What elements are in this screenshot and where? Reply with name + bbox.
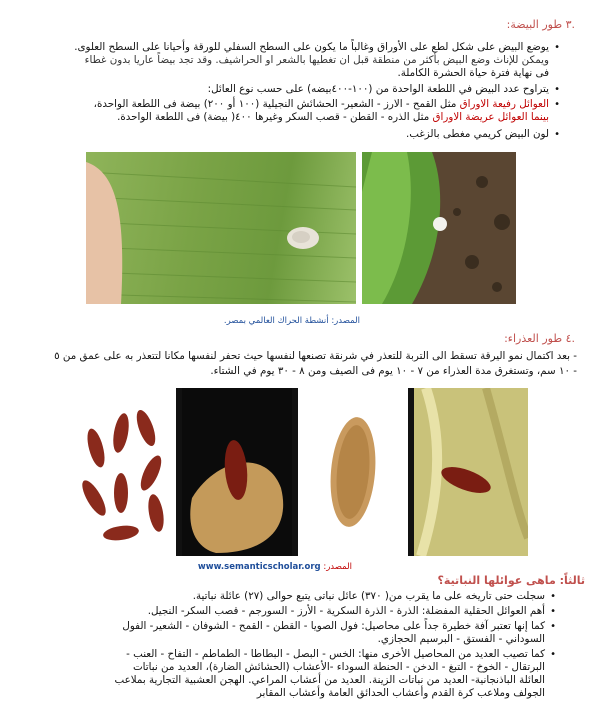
section-heading-egg (507, 18, 575, 32)
section-title: طور العذراء: (504, 332, 563, 345)
leaf-photo-illustration (86, 152, 356, 304)
field-photo-illustration (362, 152, 516, 304)
pupa-text-line-1: - بعد اكتمال نمو اليرقة تسقط الى التربة للتعذر في شرنقة تصنعها لنفسها حيث تحفر لنفسها مكانا لتتعذر به على عمق من ٥ (54, 350, 577, 362)
photo-source-1: المصدر: أنشطة الحراك العالمي بمصر. (223, 316, 360, 326)
thin-leaf-hosts-label: العوائل رفيعة الاوراق (459, 98, 549, 110)
hosts-bullet-2: • أهم العوائل الحقلية المفضلة: الذرة - الذرة السكرية - الأرز - السورجم - قصب السكر- النجيل. (148, 605, 545, 618)
hosts-bullet-4-line-1: • كما تصيب العديد من المحاصيل الأخرى منها: الخس - البصل - البطاطا - الطماطم - التفاح - العنب - (126, 648, 545, 661)
pupa-photos-illustration (66, 388, 528, 556)
section-number: .٤ (565, 332, 575, 345)
egg-mass-on-leaf-photo (86, 152, 356, 304)
egg-mass-field-photo (362, 152, 516, 304)
section-heading-hosts: ثالثاً: ماهى عوائلها النباتية؟ (437, 574, 585, 587)
pupa-text-line-2: - ١٠ سم، وتستغرق مدة العذراء من ٧ - ١٠ يوم فى الصيف ومن ٨ - ٣٠ يوم في الشتاء. (210, 365, 577, 377)
egg-bullet-1-line-2: ويمكن للإناث وضع البيض بأكثر من منطقة قبل ان تغطيها بالشعر او الحراشيف. وقد تجد بيضاً عاريا بدون غطاء (84, 54, 549, 66)
egg-bullet-4: • لون البيض كريمي مغطى بالزغب. (406, 128, 549, 141)
section-number: .٣ (565, 18, 575, 31)
hosts-bullet-3-line-1: • كما إنها تعتبر آفة خطيرة جداً على محاصيل: فول الصويا - القطن - القمح - الشوفان - الشعير- الفول (122, 620, 545, 633)
photo-source-2 (198, 562, 352, 572)
hosts-bullet-4-line-4: الجولف وملاعب كرة القدم وأعشاب الحدائق العامة وأعشاب المقابر (256, 687, 545, 699)
hosts-bullet-3-line-2: السوداني - الفستق - البرسيم الحجازي. (377, 633, 545, 645)
egg-bullet-1-line-3: فى نهاية فترة حياة الحشرة الكاملة. (397, 67, 549, 79)
pupa-photo-strip (66, 388, 528, 556)
hosts-bullet-1: • سجلت حتى تاريخه على ما يقرب من( ٣٧٠) عائل نباتى يتبع حوالى (٢٧) عائلة نباتية. (193, 590, 545, 603)
thin-leaf-hosts-text: مثل القمح - الارز - الشعير- الحشائش النجيلية (١٠٠ أو ٢٠٠) بيضة فى اللطعة الواحدة، (93, 98, 460, 110)
section-heading-pupa (504, 332, 575, 346)
source-label: المصدر: (323, 562, 352, 572)
source-url-link[interactable]: www.semanticscholar.org (197, 562, 321, 572)
hosts-bullet-4-line-3: العائلة الباذنجانية- العديد من نباتات الزينة. العديد من أعشاب المراعي. الهجن العشبية التجارية بملاعب (114, 674, 545, 686)
hosts-bullet-4-line-2: البرتقال - الخوخ - التبغ - الدخن - الحنطة السوداء -الأعشاب (الحشائش الضارة)، العديد من نباتات (132, 661, 545, 673)
section-title: طور البيضة: (506, 18, 563, 31)
egg-bullet-2: • يتراوح عدد البيض في اللطعة الواحدة من (١٠٠-٤٠٠بيضه) على حسب نوع العائل: (208, 83, 549, 96)
egg-bullet-3 (94, 98, 549, 111)
broad-leaf-hosts-label: بينما العوائل عريضة الاوراق (432, 111, 549, 123)
broad-leaf-hosts-text: مثل الذره - القطن - قصب السكر وغيرها ٤٠٠( بيضة) فى اللطعة الواحدة. (117, 111, 433, 123)
egg-bullet-1-line-1: • يوضع البيض على شكل لطع على الأوراق وغالباً ما يكون على السطح السفلي للورقة وأحيانا على السطح العلوى. (74, 41, 549, 54)
egg-bullet-3b (117, 111, 549, 124)
